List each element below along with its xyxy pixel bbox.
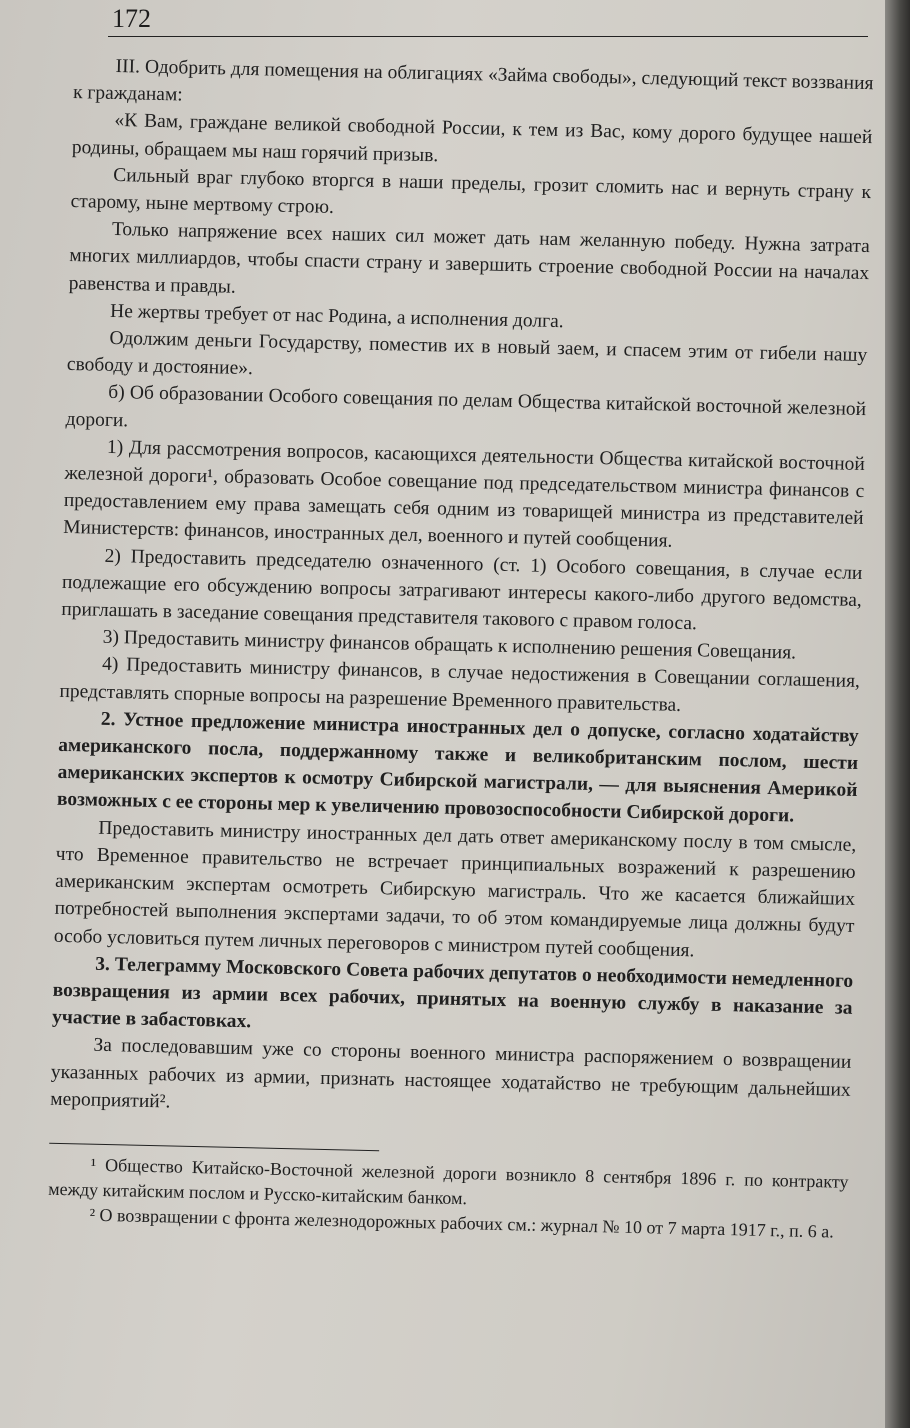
footnote-divider [49, 1143, 379, 1151]
paragraph-b-special-meeting: б) Об образовании Особого совещания по делам Общества китайской восточной железной дороги. [65, 382, 867, 431]
heading-2-american-experts: 2. Устное предложение министра иностранных дел о допуске, согласно ходатайству американского посла, поддержанному также и великобританским послом, шести американских экспертов к осмотру Сибирской магистрали, — для выяснения Америкой возможных с ее стороны мер к увеличению провозоспособности Сибирской дороги. [56, 708, 859, 828]
page-header [108, 4, 868, 37]
paragraph-appeal-1: «К Вам, граждане великой свободной России, к тем из Вас, кому дорого будущее нашей родины, обращаем мы наш горячий призыв. [71, 110, 873, 166]
paragraph-appeal-5: Одолжим деньги Государству, поместив их в новый заем, и спасем этим от гибели нашу свободу и достояние». [66, 327, 868, 380]
footnote-1: ¹ Общество Китайско-Восточной железной дороги возникло 8 сентября 1896 г. по контракту между китайским послом и Русско-китайским банком. [47, 1154, 849, 1209]
page-number: 172 [112, 4, 151, 33]
page-edge-shadow [885, 0, 910, 1428]
paragraph-section-iii: III. Одобрить для помещения на облигациях «Займа свободы», следующий текст воззвания к гражданам: [72, 55, 874, 106]
paragraph-appeal-2: Сильный враг глубоко вторгся в наши пределы, грозит сломить нас и вернуть страну к старому, ныне мертвому строю. [70, 164, 872, 218]
page-body [47, 52, 873, 1245]
paragraph-war-minister: За последовавшим уже со стороны военного министра распоряжением о возвращении указанных рабочих из армии, признать настоящее ходатайство не требующим дальнейших мероприятий². [50, 1035, 852, 1113]
heading-3-moscow-telegram: 3. Телеграмму Московского Совета рабочих депутатов о необходимости немедленного возвращения из армии всех рабочих, принятых на военную службу в наказание за участие в забастовках. [51, 953, 854, 1033]
paragraph-item-2: 2) Предоставить председателю означенного (ст. 1) Особого совещания, в случае если подлежащие его обсуждению вопросы затрагивают интересы какого-либо другого ведомства, приглашать в заседание совещания представителя такового с правом голоса. [61, 545, 863, 635]
paragraph-item-1: 1) Для рассмотрения вопросов, касающихся деятельности Общества китайской восточной железной дороги¹, образовать Особое совещание под председательством министра финансов с предоставлением ему права замещать себя одним из товарищей министра из представителей Министерств: финансов, иностранных дел, военного и путей сообщения. [62, 436, 866, 553]
paragraph-appeal-3: Только напряжение всех наших сил может дать нам желанную победу. Нужна затрата многих миллиардов, чтобы спасти страну и завершить строение свободной России на началах равенства и правды. [68, 219, 871, 298]
paragraph-appeal-4: Не жертвы требует от нас Родина, а исполнения долга. [109, 300, 564, 333]
footnote-2: ² О возвращении с фронта железнодорожных рабочих см.: журнал № 10 от 7 марта 1917 г., п. 6 а. [89, 1204, 834, 1242]
paragraph-item-3: 3) Предоставить министру финансов обращать к исполнению решения Совещания. [102, 627, 797, 664]
paragraph-answer-ambassador: Предоставить министру иностранных дел дать ответ американскому послу в том смысле, что Временное правительство не встречает принципиальных возражений к разрешению американским экспертам осмотреть Сибирскую магистраль. Что же касается ближайших потребностей выполнения экспертами задачи, то об этом командируемые лица должны будут особо условиться путем личных переговоров с министром путей сообщения. [53, 817, 857, 961]
paragraph-item-4: 4) Предоставить министру финансов, в случае недостижения в Совещании соглашения, представлять спорные вопросы на разрешение Временного правительства. [59, 654, 861, 716]
